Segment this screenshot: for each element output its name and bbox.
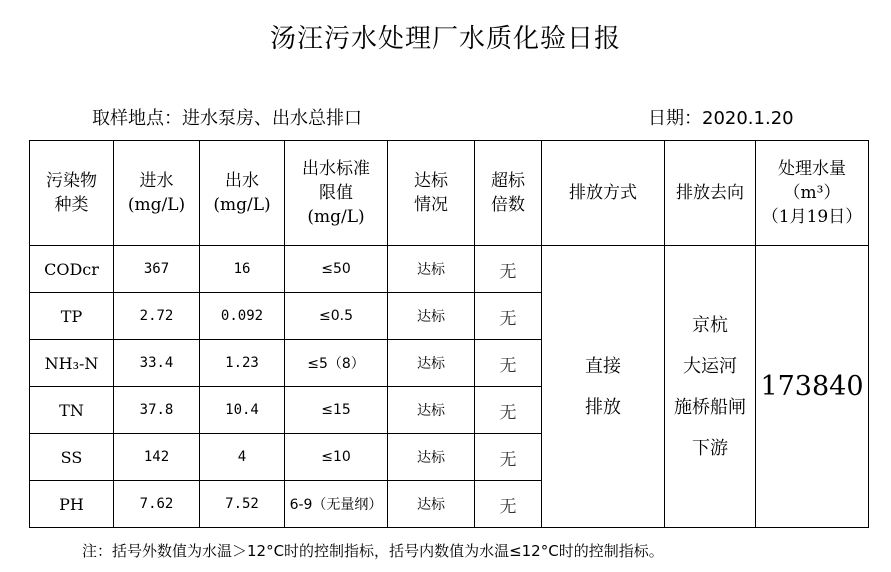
- report-title: 汤汪污水处理厂水质化验日报: [269, 24, 621, 54]
- header-status: 达标 情况: [388, 141, 475, 246]
- status-value: 达标: [388, 387, 475, 434]
- water-quality-table: [29, 140, 869, 528]
- header-influent: 进水 (mg/L): [114, 141, 200, 246]
- header-method: 排放方式: [542, 141, 665, 246]
- discharge-destination: 京杭 大运河 施桥船闸 下游: [665, 246, 756, 528]
- limit-value: ≤0.5: [285, 293, 388, 340]
- treated-volume: 173840: [756, 246, 869, 528]
- effluent-value: 4: [200, 434, 285, 481]
- pollutant-name: NH₃-N: [30, 340, 114, 387]
- header-volume: 处理水量 （m³） （1月19日）: [756, 141, 869, 246]
- pollutant-name: SS: [30, 434, 114, 481]
- header-destination: 排放去向: [665, 141, 756, 246]
- effluent-value: 10.4: [200, 387, 285, 434]
- header-effluent: 出水 (mg/L): [200, 141, 285, 246]
- influent-value: 33.4: [114, 340, 200, 387]
- exceed-value: 无: [475, 434, 542, 481]
- status-value: 达标: [388, 293, 475, 340]
- effluent-value: 7.52: [200, 481, 285, 528]
- exceed-value: 无: [475, 481, 542, 528]
- effluent-value: 16: [200, 246, 285, 293]
- limit-value: 6-9（无量纲）: [285, 481, 388, 528]
- pollutant-name: PH: [30, 481, 114, 528]
- status-value: 达标: [388, 246, 475, 293]
- header-exceed: 超标 倍数: [475, 141, 542, 246]
- limit-value: ≤50: [285, 246, 388, 293]
- report-date: 日期：2020.1.20: [648, 108, 794, 129]
- header-limit: 出水标准 限值 (mg/L): [285, 141, 388, 246]
- exceed-value: 无: [475, 387, 542, 434]
- discharge-method: 直接 排放: [542, 246, 665, 528]
- exceed-value: 无: [475, 246, 542, 293]
- limit-value: ≤5（8）: [285, 340, 388, 387]
- pollutant-name: TN: [30, 387, 114, 434]
- status-value: 达标: [388, 340, 475, 387]
- status-value: 达标: [388, 434, 475, 481]
- influent-value: 2.72: [114, 293, 200, 340]
- influent-value: 142: [114, 434, 200, 481]
- effluent-value: 0.092: [200, 293, 285, 340]
- influent-value: 367: [114, 246, 200, 293]
- exceed-value: 无: [475, 293, 542, 340]
- table-header-row: [30, 141, 869, 246]
- status-value: 达标: [388, 481, 475, 528]
- footnote: 注：括号外数值为水温＞12°C时的控制指标，括号内数值为水温≤12°C时的控制指标。: [82, 542, 664, 560]
- pollutant-name: TP: [30, 293, 114, 340]
- exceed-value: 无: [475, 340, 542, 387]
- limit-value: ≤10: [285, 434, 388, 481]
- influent-value: 7.62: [114, 481, 200, 528]
- pollutant-name: CODcr: [30, 246, 114, 293]
- table-row: [30, 246, 869, 293]
- sampling-location: 取样地点：进水泵房、出水总排口: [92, 108, 362, 129]
- limit-value: ≤15: [285, 387, 388, 434]
- header-pollutant: 污染物 种类: [30, 141, 114, 246]
- effluent-value: 1.23: [200, 340, 285, 387]
- influent-value: 37.8: [114, 387, 200, 434]
